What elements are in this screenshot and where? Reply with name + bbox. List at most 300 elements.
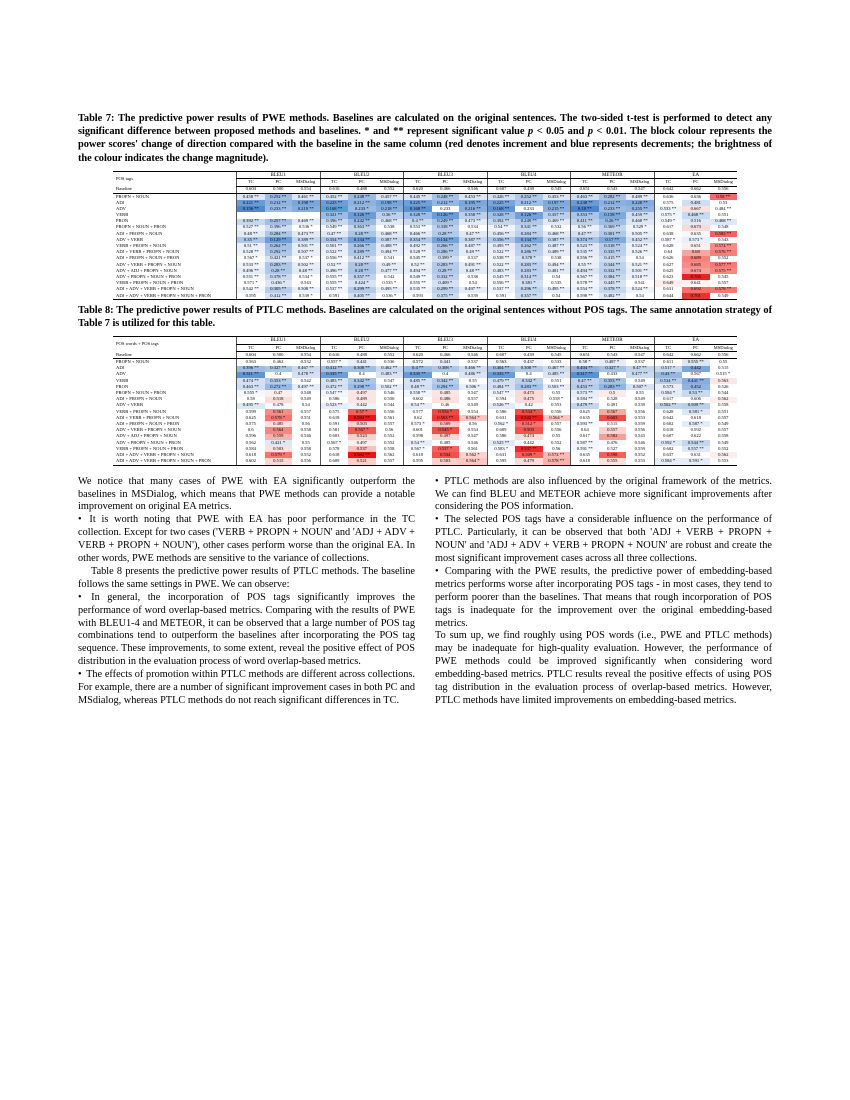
table7-cell: 0.649 [654,280,682,286]
table8-cell: 0.544 [384,402,395,408]
table8-cell: 0.5 [599,390,627,396]
table8-cell: 0.555 [599,458,627,465]
table7-cell: 0.283 ** [515,268,543,274]
table8-cell: 0.557 [599,427,627,433]
table8-cell: 0.557 [467,396,478,402]
table7-cell: 0.536 * [298,224,313,230]
table8-cell: 0.311 ** [237,372,265,378]
body-paragraph-left-0: We notice that many cases of PWE with EA significantly outperform the baselines in MSDialog, which means that PWE methods can provide a notable improvement on original EA metrics. [78,475,415,513]
table8-cell: 0.466 [432,352,460,359]
table8-cell: 0.618 [320,415,348,421]
bullet-glyph: • [78,591,82,603]
body-paragraph-left-1: • It is worth noting that PWE with EA has poor performance in the TC collection. Except for two cases ('VERB + PROPN + NOUN' and 'ADJ + ADV + VERB + PROPN + NOUN'), other cases perform worse than the original EA. In other words, PWE methods are sensitive to the variance of collections. [78,514,415,565]
table7-cell: 0.548 [718,224,729,230]
table7-cell: 0.215 ** [543,206,571,212]
table8-wrapper [78,336,772,465]
table8-cell: 0.503 ** [543,384,571,390]
table8-subheader-ea-pc: PC [682,345,710,352]
table8-caption: Table 8: The predictive power results of PTLC methods. Baselines are calculated on the original sentences without POS tags. The same annotation strategy of Table 7 is utilized for this table. [78,305,772,330]
table7-cell: 0.554 ** [571,287,599,293]
table8-cell: 0.521 [348,458,376,465]
table7-cell: 0.374 ** [571,237,599,243]
table7-cell: 0.445 ** [404,193,432,200]
table8-cell: 0.56 [385,427,394,433]
table8-cell: 0.552 [551,439,562,445]
table7-cell: 0.473 ** [459,219,487,225]
table8-cell: 0.549 [467,402,478,408]
table8-cell: 0.489 [348,397,376,403]
table7-cell: 0.392 ** [487,219,515,225]
table8-cell: 0.515 [265,458,293,465]
table8-row-label: VERB + PROPN + NOUN [116,408,167,414]
table8-row-label: PROPN + NOUN + PRON [116,390,167,396]
table7-caption-part-c: and [369,126,394,138]
table8-cell: 0.332 * [515,378,543,384]
table7-cell: 0.134 ** [515,237,543,243]
table7-cell: 0.421 ** [265,256,293,262]
table7-cell: 0.168 ** [404,206,432,212]
table8-cell: 0.562 [384,451,395,457]
table7-caption [78,112,772,165]
table7-cell: 0.468 ** [543,231,571,237]
table7-header-groups [113,171,737,179]
table7-cell: 0.262 ** [515,243,543,249]
table8-cell: 0.506 * [459,384,487,390]
table8-cell: 0.55 [552,433,561,439]
table7-cell: 0.642 [654,186,682,193]
table7-cell: 0.567 ** [571,274,599,280]
table7-cell: 0.489 ** [543,250,571,256]
table8-cell: 0.495 ** [237,403,265,409]
table8-cell: 0.441 ** [682,378,710,384]
table8-cell: 0.567 * [320,440,348,446]
table7-subheader-bleu2-msdialog: MSDialog [376,179,404,186]
table7-cell: 0.502 ** [292,262,320,268]
table8-subheader-bleu1-msdialog: MSDialog [292,345,320,352]
table7-cell: 0.543 [300,280,311,286]
table7-cell: 0.542 ** [237,287,265,293]
table8-cell: 0.502 ** [376,384,404,390]
table7-cell: 0.532 [551,224,562,230]
table8-cell: 0.503 [515,427,543,433]
table7-cell: 0.651 [571,186,599,193]
table7 [113,171,737,300]
table7-subheader-bleu4-pc: PC [515,179,543,186]
table8-cell: 0.617 [571,434,599,440]
bullet-glyph: • [78,669,82,681]
table7-cell: 0.357 ** [515,293,543,300]
table8-cell: 0.488 [348,352,376,359]
table7-cell: 0.335 ** [599,250,627,256]
table7-cell: 0.54 [626,293,654,300]
table7-cell: 0.233 ** [265,206,293,212]
table8-cell: 0.317 ** [571,372,599,378]
table7-cell: 0.412 ** [348,256,376,262]
table7-cell: 0.356 ** [487,237,515,243]
table8-cell: 0.564 * [459,415,487,421]
table7-cell: 0.501 ** [292,243,320,249]
table7-cell: 0.156 ** [237,206,265,212]
table7-caption-part-g: < 0.05 and [533,126,588,138]
table8-cell: 0.525 ** [487,440,515,446]
table7-cell: 0.439 [515,186,543,193]
table7-cell: 0.495 ** [376,287,404,293]
table8-cell: 0.591 [320,421,348,427]
table8-cell: 0.43 ** [654,372,682,378]
table8-cell: 0.602 [237,458,265,465]
table7-group-bleu3: BLEU3 [404,171,488,179]
table7-cell: 0.500 [265,186,293,193]
table7-subheader-bleu3-tc: TC [404,179,432,186]
table7-cell: 0.387 ** [376,237,404,243]
table8-cell: 0.53 ** [682,390,710,396]
table7-cell: 0.126 ** [515,212,543,218]
table7-cell: 0.538 ** [487,256,515,262]
table7-subheader-bleu4-tc: TC [487,179,515,186]
table7-cell: 0.284 ** [515,231,543,237]
table7-cell: 0.375 ** [432,293,460,300]
table8-row-label: PROPN + NOUN [116,359,149,365]
table7-cell: 0.487 ** [459,243,487,249]
table7-cell: 0.535 ** [571,250,599,256]
table7-group-bleu1: BLEU1 [237,171,321,179]
table8-cell: 0.618 [404,452,432,458]
table7-cell: 0.47 ** [459,231,487,237]
table7-cell: 0.468 ** [376,231,404,237]
table7-cell: 0.296 ** [515,287,543,293]
bullet-glyph: • [435,565,439,577]
table8-cell: 0.604 [237,352,265,359]
table7-cell: 0.483 ** [487,268,515,274]
table8-cell: 0.558 [718,402,729,408]
table7-group-meteor: METEOR [571,171,655,179]
table7-cell: 0.18 ** [571,206,599,212]
table8-cell: 0.404 ** [571,366,599,372]
table7-cell: 0.286 ** [432,250,460,256]
table8-cell: 0.515 [718,365,729,371]
table7-cell: 0.299 ** [348,287,376,293]
table8-cell: 0.551 [300,414,311,420]
table8-cell: 0.474 ** [237,378,265,384]
table8-cell: 0.563 [710,378,738,384]
table8-cell: 0.603 [599,415,627,421]
table8-cell: 0.631 [690,451,701,457]
table7-cell: 0.553 ** [404,225,432,231]
table7-subheader-meteor-tc: TC [571,179,599,186]
table7-caption-part-e: represent significant value [403,126,529,138]
table8-cell: 0.607 [654,434,682,440]
table7-cell: 0.68 [682,250,710,256]
body-paragraph-right-0: • PTLC methods are also influenced by the original framework of the metrics. We can find BLEU and METEOR achieve more significant improvements after considering the POS information. [435,475,772,513]
table7-cell: 0.318 ** [599,243,627,249]
table8-cell: 0.599 [237,409,265,415]
table7-cell: 0.283 ** [265,262,293,268]
table7-cell: 0.378 * [515,256,543,262]
table8-cell: 0.442 [682,366,710,372]
table7-cell: 0.644 [654,293,682,300]
table8-cell: 0.467 ** [543,366,571,372]
table7-cell: 0.537 [467,255,478,261]
table8-cell: 0.57 * [348,409,376,415]
table8-cell: 0.55 [301,439,310,445]
table7-cell: 0.484 ** [715,205,732,211]
table7-cell: 0.384 ** [599,274,627,280]
table8-cell: 0.575 [237,421,265,427]
table8-cell: 0.534 ** [654,378,682,384]
table8-cell: 0.497 [348,440,376,446]
table7-cell: 0.481 [682,200,710,206]
table7-cell: 0.538 [551,255,562,261]
table8-subheader-bleu1-pc: PC [265,345,293,352]
table8-cell: 0.549 [634,377,645,383]
table8-cell: 0.298 ** [348,384,376,390]
table7-cell: 0.497 ** [459,287,487,293]
table7-group-bleu2: BLEU2 [320,171,404,179]
table7-cell: 0.535 * [382,280,397,286]
table8-cell: 0.578 ** [543,458,571,465]
table7-cell: 0.616 [320,186,348,193]
table7-cell: 0.705 [682,274,710,280]
table7-cell: 0.399 * [432,256,460,262]
table7-cell: 0.225 ** [320,200,348,206]
table8-cell: 0.562 [710,397,738,403]
table7-row-label: VERB + PROPN + NOUN [116,243,167,248]
table7-cell: 0.685 [682,262,710,268]
table8-cell: 0.602 [654,446,682,452]
table8-cell: 0.528 [607,396,618,402]
table7-cell: 0.28 ** [432,231,460,237]
table8-cell: 0.552 [718,445,729,451]
table7-row-label: PROPN + NOUN + PRON [116,224,167,230]
body-paragraph-right-2: • Comparing with the PWE results, the predictive power of embedding-based metrics performs worse after incorporating POS tags - in most cases, they tend to perform poorer than the baselines. That means that rough incorporation of POS tags is inadequate for the improvement over the original embedding-based metrics. [435,565,772,629]
table7-caption-part-a: Table 7: The predictive power results of PWE methods. Baselines are calculated on the original sentences. The two-sided t-test is performed to detect any significant difference between proposed methods and baselines. [78,113,772,138]
table8-cell: 0.483 ** [320,378,348,384]
table7-cell: 0.405 ** [348,293,376,300]
body-paragraph-left-3: • In general, the incorporation of POS tags significantly improves the performance of word overlap-based metrics. Comparing with the results of PWE with BLEU1-4 and METEOR, it can be observed that a large number of POS tag combinations tend to outperform the baselines after incorporating the POS tag sequence. These improvements, to some extent, reveal the positive effect of POS distribution in the evaluation process of word overlap-based metrics. [78,591,415,668]
table8-cell: 0.556 [384,396,395,402]
table7-cell: 0.578 ** [710,287,738,293]
table8-cell: 0.47 ** [626,366,654,372]
table8-cell: 0.47 ** [571,378,599,384]
table7-cell: 0.212 ** [515,200,543,206]
table8-cell: 0.637 [654,452,682,458]
table8-cell: 0.592 [690,427,701,433]
table8-cell: 0.512 * [515,421,543,427]
table8-cell: 0.503 [348,421,376,427]
table7-cell: 0.198 ** [292,200,320,206]
table8-cell: 0.595 [487,458,515,465]
table8-cell: 0.587 * [682,421,710,427]
table7-cell: 0.212 ** [348,200,376,206]
table8-cell: 0.553 [710,458,738,465]
table7-cell: 0.381 * [515,280,543,286]
table8-cell: 0.467 ** [292,366,320,372]
table7-subheader-bleu3-msdialog: MSDialog [459,179,487,186]
table7-cell: 0.556 ** [571,256,599,262]
table7-cell: 0.481 ** [543,268,571,274]
table8-cell: 0.552 [376,352,404,359]
table7-row-label: ADJ + PROPN + NOUN + PRON [116,255,180,261]
table7-cell: 0.535 [551,280,562,286]
table8-cell: 0.553 [634,414,645,420]
table7-cell: 0.538 [467,273,478,279]
table8-cell: 0.547 [467,390,478,396]
table8-subheader-bleu2-msdialog: MSDialog [376,345,404,352]
table7-cell: 0.641 [682,280,710,286]
table7-cell: 0.49 ** [376,262,404,268]
table8-cell: 0.563 [487,359,515,366]
table7-cell: 0.48 ** [292,268,320,274]
table7-cell: 0.552 [718,255,729,261]
table8-cell: 0.472 ** [320,384,348,390]
table8-cell: 0.554 [467,408,478,414]
table8-cell: 0.441 [432,359,460,366]
table8-cell: 0.476 [599,440,627,446]
table8-cell: 0.412 ** [320,366,348,372]
table8-cell: 0.557 ** [682,446,710,452]
table7-cell: 0.692 [682,287,710,293]
table7-cell: 0.47 ** [571,231,599,237]
table8-cell: 0.308 ** [348,366,376,372]
table7-cell: 0.625 [654,268,682,274]
table7-cell: 0.496 ** [237,268,265,274]
table7-cell: 0.576 ** [710,250,738,256]
table8-row-label: ADV + VERB [116,402,143,408]
table8-cell: 0.551 [551,377,562,383]
table8-cell: 0.485 [432,440,460,446]
table8-cell: 0.537 [634,359,645,365]
table8-subheader-bleu4-msdialog: MSDialog [543,345,571,352]
table8-cell: 0.518 [265,397,293,403]
table8-cell: 0.573 * [404,421,432,427]
table8-cell: 0.631 [487,415,515,421]
table7-cell: 0.528 ** [237,250,265,256]
table8-cell: 0.466 ** [459,366,487,372]
table7-subheader-bleu4-msdialog: MSDialog [543,179,571,186]
table8-cell: 0.478 ** [292,372,320,378]
table7-cell: 0.494 ** [543,262,571,268]
table7-cell: 0.488 [348,186,376,193]
table8-cell: 0.556 [634,408,645,414]
table7-cell: 0.387 ** [459,237,487,243]
table7-cell: 0.255 ** [626,206,654,212]
table7-cell: 0.392 ** [237,219,265,225]
table7-cell: 0.469 ** [543,219,571,225]
table7-cell: 0.651 [682,243,710,249]
table7-cell: 0.537 ** [320,287,348,293]
table8-cell: 0.602 [404,397,432,403]
table8-row-label: VERB + PROPN + NOUN + PRON [116,445,184,451]
table8-cell: 0.353 ** [265,378,293,384]
table7-cell: 0.571 * [237,280,265,286]
table8-row-label: ADV + ADJ + PROPN + NOUN [116,433,177,439]
table8-cell: 0.556 [384,408,395,414]
table8-header-groups [113,337,737,345]
table8-cell: 0.546 [634,439,645,445]
table8-cell: 0.557 [300,408,311,414]
table7-cell: 0.221 ** [237,200,265,206]
table8-cell: 0.635 [571,415,599,421]
table7-cell: 0.541 [384,255,395,261]
table8-cell: 0.618 [320,452,348,458]
table8-cell: 0.581 * [682,409,710,415]
table7-cell: 0.453 ** [459,193,487,200]
table7-cell: 0.53 [719,199,728,205]
table8-cell: 0.497 [432,434,460,440]
table8-cell: 0.557 [551,420,562,426]
table8-cell: 0.478 [265,403,293,409]
table7-cell: 0.126 ** [432,212,460,218]
table8-cell: 0.463 ** [237,384,265,390]
table8-cell: 0.4 [358,371,365,377]
table8-cell: 0.558 [718,433,729,439]
table8-subheader-bleu3-pc: PC [432,345,460,352]
table7-cell: 0.219 ** [292,206,320,212]
table7-cell: 0.537 ** [487,287,515,293]
table7-cell: 0.412 ** [265,293,293,300]
table7-cell: 0.212 ** [265,200,293,206]
table7-cell: 0.549 ** [404,274,432,280]
table8-cell: 0.584 * [654,390,682,396]
table7-cell: 0.233 [440,205,451,211]
table7-cell: 0.627 [654,262,682,268]
table7-cell: 0.452 ** [320,193,348,200]
table7-cell: 0.195 ** [459,200,487,206]
table8-cell: 0.557 [718,414,729,420]
table8-cell: 0.534 * [515,409,543,415]
table7-row-label: VERB + PROPN + NOUN + PRON [116,280,184,286]
table8-cell: 0.564 * [543,415,571,421]
bullet-glyph: • [435,514,439,526]
table7-cell: 0.341 ** [515,225,543,231]
table8-cell: 0.602 [654,421,682,427]
table7-cell: 0.54 [552,273,561,279]
table7-cell: 0.555 ** [320,280,348,286]
table8-cell: 0.586 [320,397,348,403]
table7-cell: 0.262 ** [265,243,293,249]
table8-cell: 0.545 [543,352,571,359]
table8-cell: 0.622 [690,433,701,439]
table8-cell: 0.544 ** [682,440,710,446]
table7-cell: 0.354 ** [320,237,348,243]
table8-cell: 0.283 ** [599,384,627,390]
table8-cell: 0.56 [301,420,310,426]
table7-row-label: Baseline [113,186,237,193]
table8-cell: 0.396 ** [237,366,265,372]
body-paragraph-left-4: • The effects of promotion within PTLC methods are different across collections. For example, there are a number of significant improvement cases in both PC and MSdialog, whereas PTLC methods do not reach significant differences in TC. [78,669,415,706]
table7-cell: 0.541 [634,280,645,286]
table7-cell: 0.36 ** [376,212,404,218]
table7-subheader-ea-tc: TC [654,179,682,186]
table8-cell: 0.558 ** [404,390,432,396]
table7-cell: 0.252 ** [515,193,543,200]
table7-cell: 0.168 ** [487,206,515,212]
table8-row-label: ADV + PROPN + NOUN + PRON [116,439,181,445]
table7-subheader-meteor-msdialog: MSDialog [626,179,654,186]
table8-cell: 0.584 [237,446,265,452]
table8-cell: 0.479 ** [487,378,515,384]
table7-row-label: PROPN + NOUN [116,193,149,199]
table8-cell: 0.591 * [682,458,710,465]
table7-cell: 0.47 ** [320,231,348,237]
table7-cell: 0.168 ** [320,206,348,212]
table8-cell: 0.559 [265,434,293,440]
table7-cell: 0.286 ** [515,250,543,256]
table7-cell: 0.357 ** [543,212,571,218]
table7-cell: 0.4 ** [404,219,432,225]
table8-cell: 0.564 [265,427,293,433]
table7-cell: 0.332 ** [432,274,460,280]
